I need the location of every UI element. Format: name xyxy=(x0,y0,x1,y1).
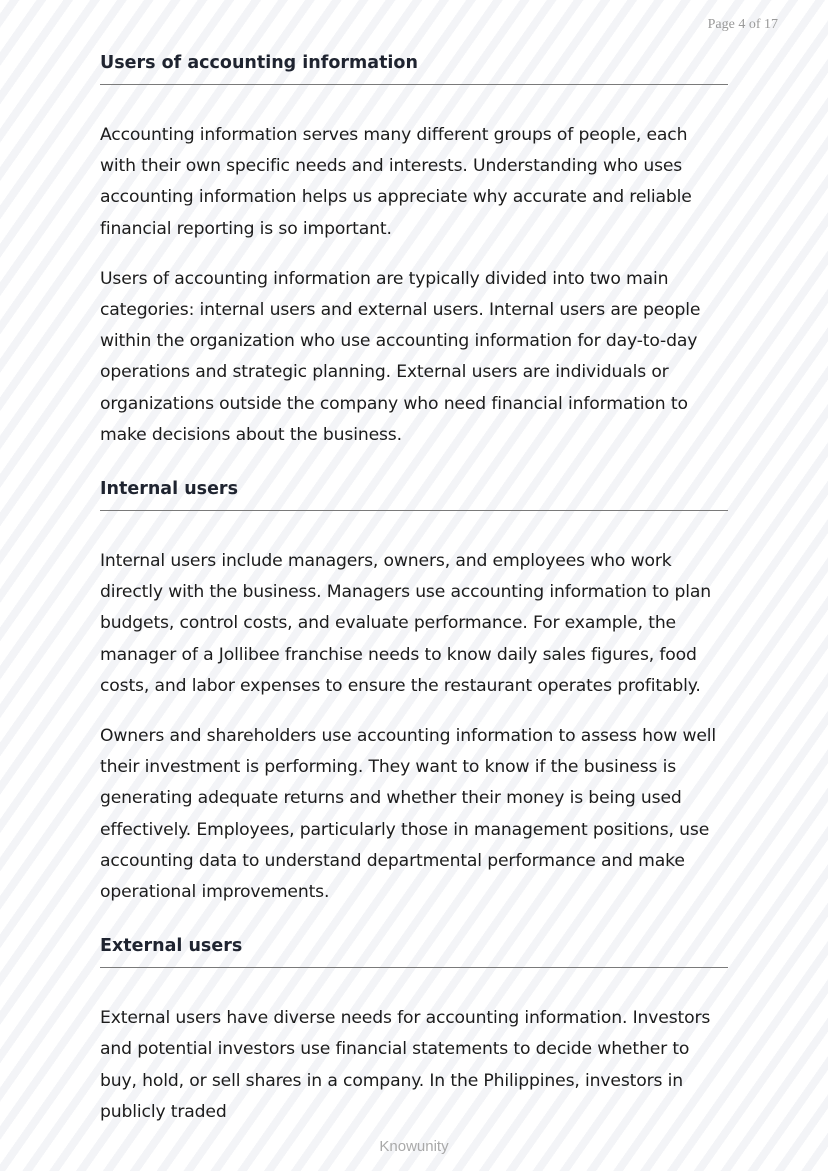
section-internal-users xyxy=(100,478,728,908)
paragraph: Users of accounting information are typically divided into two main categories: internal users and external users. Internal users are people within the organization who use accounting information for day-to-day operations and strategic planning. External users are individuals or organizations outside the company who need financial information to make decisions about the business. xyxy=(100,268,701,445)
paragraph: Internal users include managers, owners, and employees who work directly with the business. Managers use accounting information to plan budgets, control costs, and evaluate performance. For example, the manager of a Jollibee franchise needs to know daily sales figures, food costs, and labor expenses to ensure the restaurant operates profitably. xyxy=(100,551,711,696)
footer-brand-label: Knowunity xyxy=(379,1138,449,1155)
page-number: Page 4 of 17 xyxy=(707,17,778,32)
document-body xyxy=(100,52,728,1147)
paragraph: External users have diverse needs for accounting information. Investors and potential investors use financial statements to decide whether to buy, hold, or sell shares in a company. In the Philippines, investors in publicly traded xyxy=(100,1008,711,1122)
paragraph: Owners and shareholders use accounting information to assess how well their investment is performing. They want to know if the business is generating adequate returns and whether their money is being used effectively. Employees, particularly those in management positions, use accounting data to understand departmental performance and make operational improvements. xyxy=(100,726,717,903)
section-heading: Internal users xyxy=(100,478,728,511)
section-heading: External users xyxy=(100,935,728,968)
section-heading: Users of accounting information xyxy=(100,52,728,85)
section-users-of-accounting-information xyxy=(100,52,728,451)
paragraph: Accounting information serves many different groups of people, each with their own specific needs and interests. Understanding who uses accounting information helps us appreciate why accurate and reliable financial reporting is so important. xyxy=(100,125,692,239)
section-external-users xyxy=(100,935,728,1128)
